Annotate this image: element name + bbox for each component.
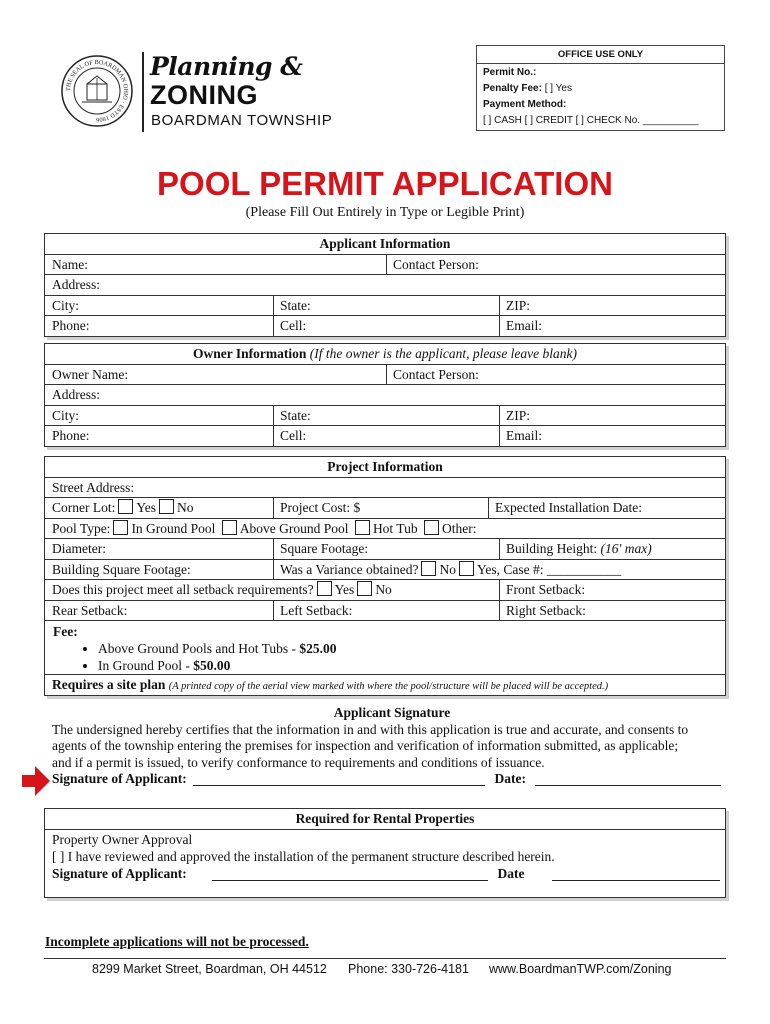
property-owner-approval-label: Property Owner Approval — [52, 831, 193, 847]
building-sqft-field[interactable]: Building Square Footage: — [52, 561, 191, 577]
township-seal — [60, 52, 134, 130]
applicant-info-header: Applicant Information — [319, 236, 451, 251]
variance-no-checkbox[interactable] — [421, 561, 436, 576]
setback-question: Does this project meet all setback requirements? Yes No — [52, 582, 392, 597]
signature-date-line[interactable] — [535, 785, 721, 786]
footer-address: 8299 Market Street, Boardman, OH 44512 — [92, 962, 327, 976]
hot-tub-checkbox[interactable] — [355, 520, 370, 535]
front-setback-field[interactable]: Front Setback: — [506, 582, 586, 597]
owner-info-header: Owner Information (If the owner is the applicant, please leave blank) — [192, 346, 578, 361]
in-ground-checkbox[interactable] — [113, 520, 128, 535]
signature-line[interactable] — [193, 785, 485, 786]
applicant-zip-field[interactable]: ZIP: — [506, 297, 531, 313]
logo-township-text: BOARDMAN TOWNSHIP — [151, 112, 333, 129]
footer-website[interactable]: www.BoardmanTWP.com/Zoning — [489, 962, 672, 976]
street-address-field[interactable]: Street Address: — [52, 479, 135, 495]
setback-no-checkbox[interactable] — [357, 581, 372, 596]
date-label: Date: — [494, 771, 527, 786]
applicant-cell-field[interactable]: Cell: — [280, 318, 307, 333]
signature-label: Signature of Applicant: — [52, 771, 187, 786]
project-info-header: Project Information — [327, 459, 443, 474]
owner-address-field[interactable]: Address: — [52, 387, 100, 402]
page-subtitle: (Please Fill Out Entirely in Type or Legible Print) — [245, 205, 525, 220]
applicant-signature-section — [52, 705, 732, 788]
office-use-header: OFFICE USE ONLY — [477, 46, 724, 64]
rental-date-label: Date — [497, 865, 525, 881]
owner-phone-field[interactable]: Phone: — [52, 428, 90, 443]
incomplete-notice: Incomplete applications will not be processed. — [45, 934, 309, 949]
payment-method-label: Payment Method: — [483, 99, 567, 110]
left-setback-field[interactable]: Left Setback: — [280, 602, 353, 618]
payment-options[interactable]: [ ] CASH [ ] CREDIT [ ] CHECK No. __________ — [483, 115, 699, 126]
corner-lot-yes-checkbox[interactable] — [118, 499, 133, 514]
site-plan-requirement: Requires a site plan (A printed copy of the aerial view marked with where the pool/structure will be placed will be accepted.) — [52, 677, 609, 692]
logo-zoning-text: ZONING — [150, 80, 258, 110]
certification-line-3: and if a permit is issued, to verify conformance to requirements and conditions of issuance. — [52, 754, 545, 770]
applicant-city-field[interactable]: City: — [52, 297, 80, 313]
applicant-contact-field[interactable]: Contact Person: — [393, 256, 479, 272]
arrow-icon — [22, 766, 50, 801]
variance-field: Was a Variance obtained? No Yes, Case #: ___________ — [280, 561, 622, 577]
office-use-box — [476, 45, 725, 131]
certification-line-1: The undersigned hereby certifies that the information in and with this application is true and accurate, and consents to — [52, 721, 689, 737]
rental-signature-label: Signature of Applicant: — [52, 865, 187, 881]
owner-zip-field[interactable]: ZIP: — [506, 407, 531, 423]
setback-yes-checkbox[interactable] — [317, 581, 332, 596]
project-info-section — [44, 456, 726, 696]
owner-info-section — [44, 343, 726, 447]
right-setback-field[interactable]: Right Setback: — [506, 602, 586, 618]
rental-properties-section — [44, 808, 726, 898]
logo-divider — [142, 52, 144, 132]
owner-contact-field[interactable]: Contact Person: — [393, 366, 479, 382]
above-ground-checkbox[interactable] — [222, 520, 237, 535]
certification-line-2: agents of the township entering the premises for inspection and verification of information submitted, as applicable; — [52, 738, 679, 753]
applicant-state-field[interactable]: State: — [280, 297, 311, 313]
applicant-info-section — [44, 233, 726, 337]
footer-phone: Phone: 330-726-4181 — [348, 962, 469, 976]
project-cost-field[interactable]: Project Cost: $ — [280, 500, 361, 515]
rental-date-line[interactable] — [552, 880, 720, 881]
footer-divider — [44, 958, 726, 959]
owner-cell-field[interactable]: Cell: — [280, 428, 307, 443]
corner-lot-no-checkbox[interactable] — [159, 499, 174, 514]
owner-approval-checkbox[interactable]: [ ] I have reviewed and approved the installation of the permanent structure described herein. — [52, 848, 555, 864]
applicant-phone-field[interactable]: Phone: — [52, 318, 90, 333]
install-date-field[interactable]: Expected Installation Date: — [495, 500, 642, 515]
rental-signature-line[interactable] — [212, 880, 488, 881]
applicant-address-field[interactable]: Address: — [52, 277, 100, 292]
building-height-field[interactable]: Building Height: (16' max) — [506, 541, 652, 556]
signature-header: Applicant Signature — [333, 705, 451, 720]
corner-lot-field: Corner Lot: Yes No — [52, 500, 194, 515]
penalty-fee-field[interactable]: Penalty Fee: [ ] Yes — [483, 83, 572, 94]
other-checkbox[interactable] — [424, 520, 439, 535]
variance-yes-checkbox[interactable] — [459, 561, 474, 576]
owner-city-field[interactable]: City: — [52, 407, 80, 423]
diameter-field[interactable]: Diameter: — [52, 541, 106, 556]
logo-planning-text: Planning & — [150, 52, 303, 81]
applicant-name-field[interactable]: Name: — [52, 256, 88, 272]
owner-name-field[interactable]: Owner Name: — [52, 366, 129, 382]
fee-item-above-ground: • Above Ground Pools and Hot Tubs - $25.00 — [98, 640, 725, 657]
owner-email-field[interactable]: Email: — [506, 428, 542, 443]
rental-header: Required for Rental Properties — [295, 811, 475, 826]
fee-section — [45, 621, 725, 674]
square-footage-field[interactable]: Square Footage: — [280, 541, 369, 556]
page-title: POOL PERMIT APPLICATION — [157, 165, 613, 202]
seal-text: THE SEAL OF BOARDMAN OHIO · ESTD 1806 — [64, 58, 130, 124]
owner-state-field[interactable]: State: — [280, 407, 311, 423]
applicant-email-field[interactable]: Email: — [506, 318, 542, 333]
fee-item-in-ground: • In Ground Pool - $50.00 — [98, 657, 725, 674]
permit-no-field[interactable]: Permit No.: — [483, 67, 537, 78]
fee-label: Fee: — [53, 624, 78, 639]
rear-setback-field[interactable]: Rear Setback: — [52, 602, 128, 618]
pool-type-field: Pool Type: In Ground Pool Above Ground Pool Hot Tub Other: — [52, 520, 477, 536]
